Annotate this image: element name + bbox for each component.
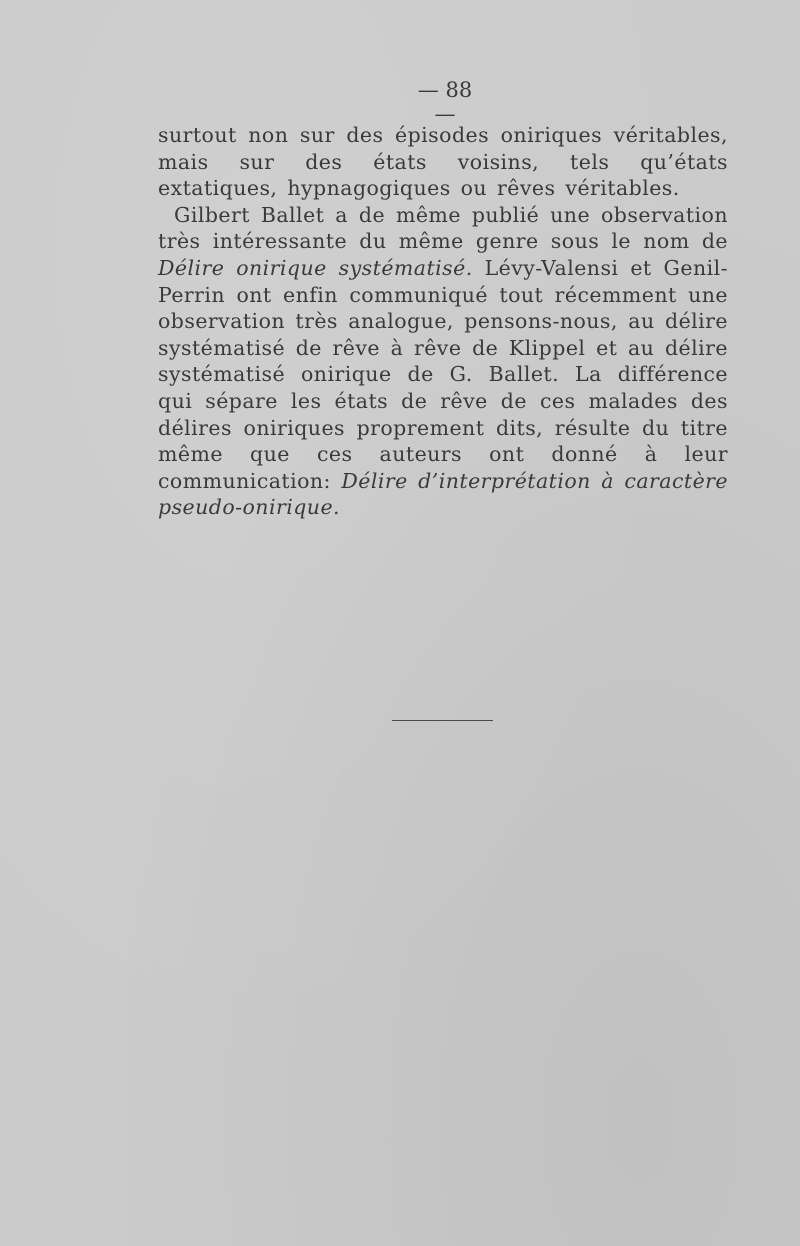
paragraph-text: Lévy-Valensi et Genil-Perrin ont enfin communiqué tout récemment une observation très analogue, pensons-nous, au délire systématisé de rêve à rêve de Klippel et au délire systématisé onirique de G. Ballet. La différence qui sépare les états de rêve de ces malades des délires oniriques proprement dits, résulte du titre même que ces auteurs ont donné à leur communication: bbox=[158, 255, 728, 493]
body-text bbox=[158, 122, 728, 521]
section-end-rule bbox=[392, 720, 493, 721]
paragraph-ballet bbox=[158, 202, 728, 521]
paragraph-continuation: surtout non sur des épisodes oniriques véritables, mais sur des états voisins, tels qu’états extatiques, hypnagogiques ou rêves véritables. bbox=[158, 123, 728, 201]
page-number: — 88 — bbox=[417, 78, 473, 126]
italic-title-delire-onirique: Délire onirique systématisé. bbox=[158, 255, 473, 280]
paragraph-text: Gilbert Ballet a de même publié une observation très intéressante du même genre sous le nom de bbox=[158, 202, 728, 254]
italic-title-delire-interpretation: Délire d’interprétation à caractère pseudo-onirique. bbox=[158, 468, 728, 520]
